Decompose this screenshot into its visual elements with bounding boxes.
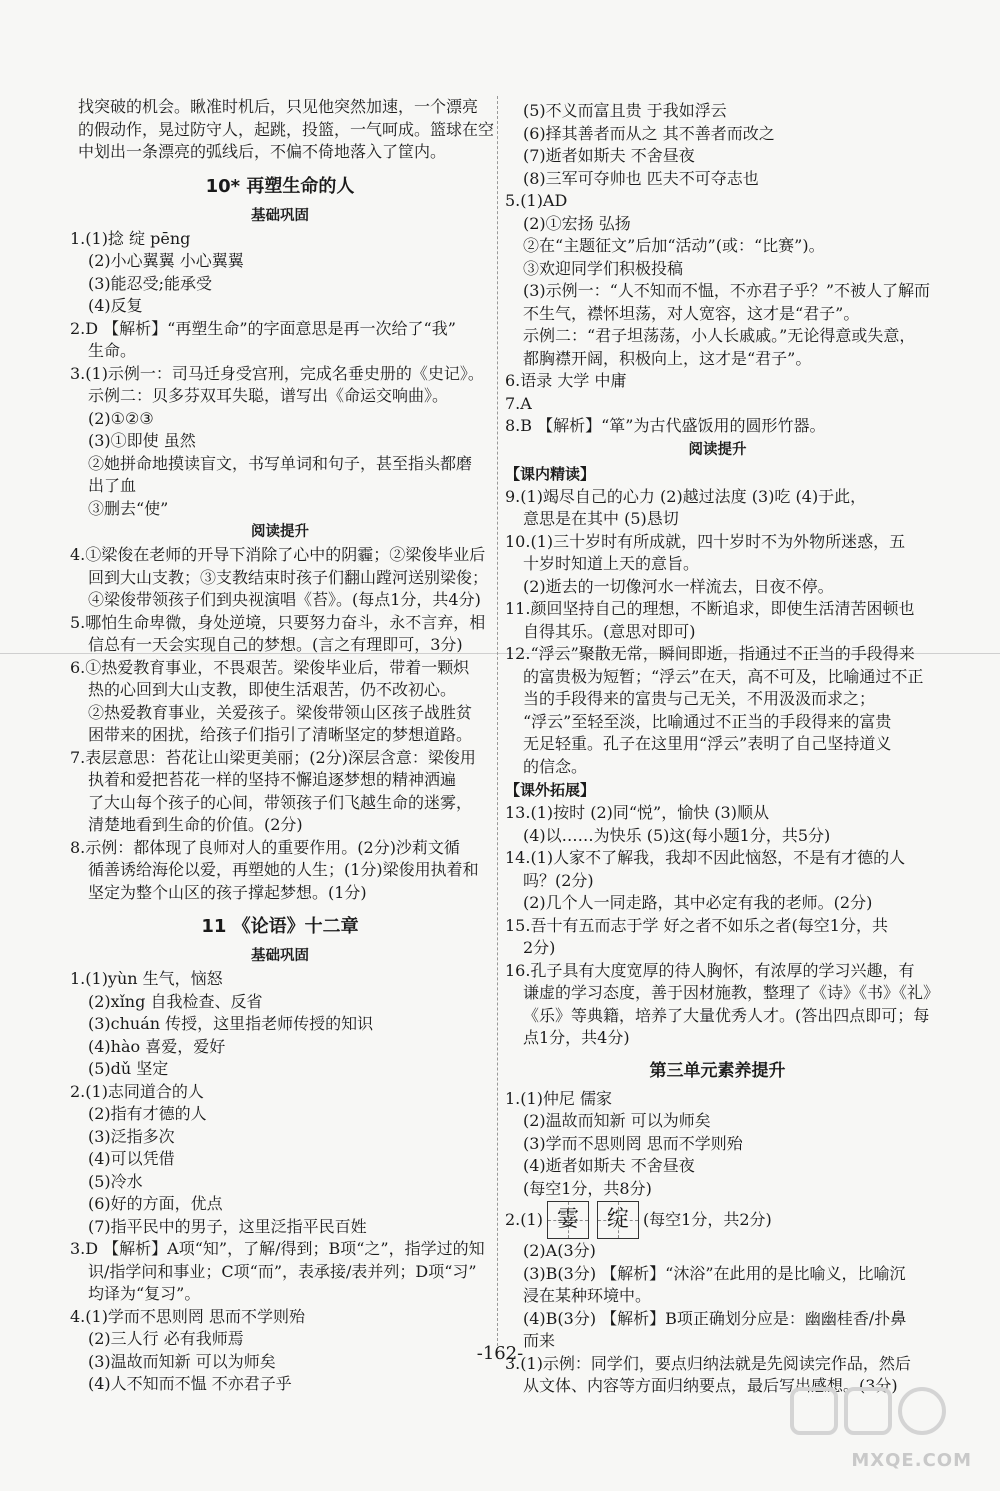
- text-line: (3)温故而知新 可以为师矣: [88, 1351, 276, 1371]
- text-line: 4.①梁俊在老师的开导下消除了心中的阴霾；②梁俊毕业后: [70, 545, 486, 564]
- text-line: (3)学而不思则罔 思而不学则殆: [523, 1133, 743, 1153]
- text-line: 10.(1)三十岁时有所成就，四十岁时不为外物所迷惑，五: [505, 531, 906, 551]
- text-line: ②热爱教育事业，关爱孩子。梁俊带领山区孩子战胜贫: [88, 702, 473, 722]
- text-line: (6)好的方面，优点: [88, 1194, 223, 1213]
- text-line: (2)小心翼翼 小心翼翼: [88, 251, 244, 270]
- text-line: 均译为“复习”。: [88, 1284, 201, 1303]
- text-line: 2.(1)志同道合的人: [70, 1081, 204, 1101]
- text-line: 清楚地看到生命的价值。(2分): [88, 815, 303, 834]
- text-line: (3)示例一：“人不知而不愠，不亦君子乎？”不被人了解而: [523, 281, 931, 300]
- text-line: 出了血: [88, 476, 137, 495]
- text-line: (4)以……为快乐 (5)这(每小题1分，共5分): [523, 825, 831, 845]
- lesson10-reading-answers: [70, 544, 490, 904]
- text-line: 信总有一天会实现自己的梦想。(言之有理即可，3分): [88, 635, 463, 654]
- text-line: 1.(1)捻 绽 pēng: [70, 228, 191, 248]
- text-line: (每空1分，共8分): [523, 1178, 652, 1198]
- text-line: 从文体、内容等方面归纳要点，最后写出感想。(3分): [523, 1376, 898, 1395]
- outer-reading-answers: [505, 802, 940, 1050]
- left-column: [70, 96, 495, 1396]
- text-line: (2)几个人一同走路，其中必定有我的老师。(2分): [523, 893, 873, 912]
- text-line: 16.孔子具有大度宽厚的待人胸怀，有浓厚的学习兴趣，有: [505, 960, 915, 980]
- lesson10-reading-heading: 阅读提升: [251, 524, 309, 540]
- unit-q1-answers: [505, 1088, 930, 1201]
- text-line: 1.(1)yùn 生气，恼怒: [70, 969, 223, 988]
- text-line: (3)泛指多次: [88, 1126, 175, 1146]
- char-box-2-text: 绽: [606, 1207, 629, 1232]
- text-line: 谦虚的学习态度，善于因材施教，整理了《诗》《书》《礼》: [523, 983, 940, 1002]
- lesson10-basic-answers: [70, 228, 490, 521]
- text-line: 了大山每个孩子的心间，带领孩子们飞越生命的迷雾，: [88, 792, 473, 812]
- lesson10-title: 10* 再塑生命的人: [205, 175, 355, 197]
- watermark-graphic: [772, 1383, 972, 1443]
- text-line: 2分): [523, 938, 556, 957]
- text-line: 14.(1)人家不了解我，我却不因此恼怒，不是有才德的人: [505, 848, 906, 867]
- text-line: 执着和爱把苔花一样的坚持不懈追逐梦想的精神洒遍: [88, 770, 457, 789]
- text-line: 《乐》等典籍，培养了大量优秀人才。(答出四点即可；每: [523, 1005, 930, 1025]
- text-line: (2)①②③: [88, 408, 154, 428]
- text-line: 的富贵极为短暂；“浮云”在天，高不可及，比喻通过不正: [523, 666, 924, 686]
- text-line: “浮云”至轻至淡，比喻通过不正当的手段得来的富贵: [523, 711, 892, 731]
- text-line: (2)温故而知新 可以为师矣: [523, 1111, 711, 1130]
- text-line: (4)可以凭借: [88, 1149, 175, 1168]
- text-line: 8.B 【解析】“箪”为古代盛饭用的圆形竹器。: [505, 416, 826, 435]
- text-line: 示例二：贝多芬双耳失聪，谱写出《命运交响曲》。: [88, 386, 449, 405]
- text-line: (7)逝者如斯夫 不舍昼夜: [523, 146, 695, 165]
- text-line: 十岁时知道上天的意旨。: [523, 554, 700, 573]
- text-line: 点1分，共4分): [523, 1028, 630, 1047]
- text-line: (2)指有才德的人: [88, 1104, 207, 1123]
- char-box-1-text: 霎: [556, 1207, 579, 1232]
- char-box-1: [547, 1201, 589, 1239]
- text-line: 识/指学问和事业；C项“而”，表承接/表并列；D项“习”: [88, 1261, 477, 1281]
- text-line: (4)人不知而不愠 不亦君子乎: [88, 1374, 292, 1393]
- text-line: 自得其乐。(意思对即可): [523, 621, 696, 641]
- text-line: 热的心回到大山支教，即使生活艰苦，仍不改初心。: [88, 680, 457, 699]
- text-line: 而来: [523, 1331, 556, 1350]
- text-line: 3.(1)示例：同学们，要点归纳法就是先阅读完作品，然后: [505, 1353, 911, 1373]
- text-line: 的信念。: [523, 756, 588, 776]
- text-line: 15.吾十有五而志于学 好之者不如乐之者(每空1分，共: [505, 915, 888, 935]
- text-line: 6.语录 大学 中庸: [505, 371, 627, 390]
- text-line: 都胸襟开阔，积极向上，这才是“君子”。: [523, 348, 812, 368]
- outer-reading-tag: 【课外拓展】: [505, 781, 596, 799]
- text-line: (5)dǔ 坚定: [88, 1059, 169, 1078]
- text-line: 中划出一条漂亮的弧线后，不偏不倚地落入了筐内。: [78, 142, 447, 161]
- text-line: (7)指平民中的男子，这里泛指平民百姓: [88, 1216, 367, 1236]
- text-line: (8)三军可夺帅也 匹夫不可夺志也: [523, 168, 759, 188]
- text-line: ④梁俊带领孩子们到央视演唱《苔》。(每点1分，共4分): [88, 590, 481, 609]
- text-line: ③删去“使”: [88, 498, 169, 518]
- text-line: (4)反复: [88, 296, 143, 315]
- text-line: 不生气，襟怀坦荡，对人宽容，这才是“君子”。: [523, 303, 860, 323]
- text-line: 循善诱给海伦以爱，再塑她的人生；(1分)梁俊用执着和: [88, 860, 479, 879]
- text-line: 生命。: [88, 341, 137, 360]
- text-line: 12.“浮云”聚散无常，瞬间即逝，指通过不正当的手段得来: [505, 644, 915, 663]
- unit-three-title: 第三单元素养提升: [649, 1060, 786, 1081]
- text-line: (2)逝去的一切像河水一样流去，日夜不停。: [523, 576, 834, 596]
- text-line: (2)三人行 必有我师焉: [88, 1329, 244, 1348]
- lesson10-basic-heading: 基础巩固: [251, 207, 309, 224]
- text-line: (2)A(3分): [523, 1241, 596, 1260]
- text-line: 找突破的机会。瞅准时机后，只见他突然加速，一个漂亮: [78, 97, 479, 116]
- unit-q2-row: [505, 1200, 930, 1240]
- text-line: 当的手段得来的富贵与己无关，不用汲汲而求之；: [523, 689, 876, 708]
- text-line: ③欢迎同学们积极投稿: [523, 258, 684, 278]
- text-line: 5.哪怕生命卑微，身处逆境，只要努力奋斗，永不言弃，相: [70, 612, 486, 632]
- text-line: 8.示例：都体现了良师对人的重要作用。(2分)沙莉文循: [70, 837, 460, 857]
- text-line: 意思是在其中 (5)恳切: [523, 509, 679, 528]
- text-line: 9.(1)竭尽自己的心力 (2)越过法度 (3)吃 (4)于此，: [505, 486, 867, 506]
- text-line: 的假动作，晃过防守人，起跳，投篮，一气呵成。篮球在空: [78, 119, 495, 139]
- text-line: 6.①热爱教育事业，不畏艰苦。梁俊毕业后，带着一颗炽: [70, 657, 470, 677]
- text-line: 7.A: [505, 393, 532, 413]
- text-line: 4.(1)学而不思则罔 思而不学则殆: [70, 1306, 306, 1326]
- text-line: 3.(1)示例一：司马迁身受宫刑，完成名垂史册的《史记》。: [70, 363, 484, 383]
- column-divider: [497, 96, 498, 1346]
- inner-reading-tag: 【课内精读】: [505, 464, 596, 483]
- text-line: (4)B(3分) 【解析】B项正确划分应是：幽幽桂香/扑鼻: [523, 1308, 907, 1328]
- text-line: 3.D 【解析】A项“知”，了解/得到；B项“之”，指学过的知: [70, 1239, 485, 1258]
- text-line: 2.D 【解析】“再塑生命”的字面意思是再一次给了“我”: [70, 318, 456, 338]
- char-box-2: [597, 1201, 639, 1239]
- lesson11-basic-answers: [70, 968, 490, 1396]
- inner-reading-answers: [505, 486, 930, 779]
- lesson11-basic-heading: 基础巩固: [251, 948, 309, 964]
- text-line: 7.表层意思：苔花让山梁更美丽；(2分)深层含意：梁俊用: [70, 747, 476, 767]
- intro-paragraph: [70, 96, 495, 164]
- unit-q2-prefix: 2.(1): [505, 1209, 543, 1229]
- text-line: ②她拼命地摸读盲文，书写单词和句子，甚至指头都磨: [88, 453, 473, 473]
- text-line: (5)不义而富且贵 于我如浮云: [523, 101, 727, 120]
- lesson11-continued-answers: [505, 100, 930, 438]
- text-line: 5.(1)AD: [505, 191, 568, 210]
- right-column: [505, 100, 940, 1398]
- lesson11-title: 11 《论语》十二章: [201, 916, 359, 937]
- text-line: (3)①即使 虽然: [88, 431, 196, 450]
- text-line: (2)xǐng 自我检查、反省: [88, 991, 263, 1011]
- unit-remaining-answers: [505, 1240, 930, 1398]
- watermark-text: MXQE.COM: [851, 1450, 972, 1471]
- text-line: (3)B(3分) 【解析】“沐浴”在此用的是比喻义，比喻沉: [523, 1263, 906, 1283]
- text-line: (3)能忍受;能承受: [88, 273, 213, 293]
- watermark-logo: [772, 1383, 972, 1471]
- text-line: 困带来的困扰，给孩子们指引了清晰坚定的梦想道路。: [88, 725, 473, 744]
- text-line: 回到大山支教；③支教结束时孩子们翻山蹚河送别梁俊；: [88, 567, 489, 587]
- text-line: (2)①宏扬 弘扬: [523, 213, 631, 233]
- text-line: 无足轻重。孔子在这里用“浮云”表明了自己坚持道义: [523, 734, 892, 753]
- text-line: 1.(1)仲尼 儒家: [505, 1088, 613, 1108]
- text-line: 11.颜回坚持自己的理想，不断追求，即使生活清苦困顿也: [505, 599, 915, 618]
- text-line: 吗？(2分): [523, 870, 594, 890]
- page-number: -162-: [476, 1343, 524, 1364]
- text-line: ②在“主题征文”后加“活动”(或：“比赛”)。: [523, 236, 825, 255]
- text-line: 13.(1)按时 (2)同“悦”，愉快 (3)顺从: [505, 803, 769, 822]
- text-line: (4)逝者如斯夫 不舍昼夜: [523, 1156, 695, 1175]
- text-line: 浸在某种环境中。: [523, 1286, 652, 1305]
- text-line: (3)chuán 传授，这里指老师传授的知识: [88, 1014, 374, 1033]
- text-line: (6)择其善者而从之 其不善者而改之: [523, 123, 775, 143]
- lesson11-reading-heading: 阅读提升: [688, 441, 747, 458]
- text-line: 示例二：“君子坦荡荡，小人长戚戚。”无论得意或失意，: [523, 326, 916, 345]
- text-line: 坚定为整个山区的孩子撑起梦想。(1分): [88, 882, 367, 902]
- unit-q2-suffix: (每空1分，共2分): [642, 1209, 772, 1229]
- text-line: (5)冷水: [88, 1171, 143, 1191]
- text-line: (4)hào 喜爱，爱好: [88, 1036, 226, 1056]
